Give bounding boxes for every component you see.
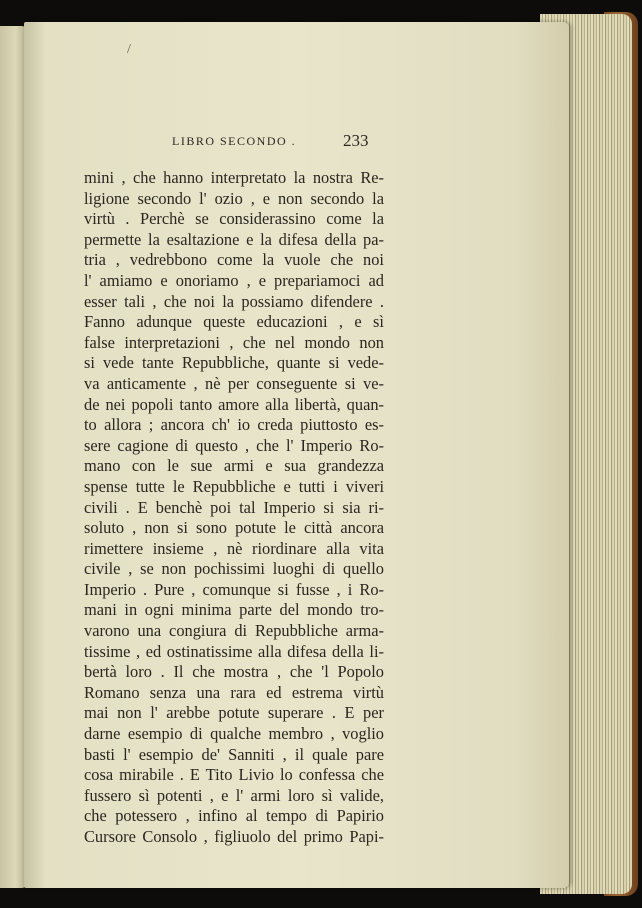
text-line: civili . E benchè poi tal Imperio si sia ri- bbox=[84, 497, 384, 517]
text-line: tria , vedrebbono come la vuole che noi bbox=[84, 250, 384, 270]
margin-mark: / bbox=[127, 42, 131, 57]
page-number: 233 bbox=[343, 131, 369, 150]
book-page bbox=[24, 22, 569, 888]
running-head: LIBRO SECONDO . bbox=[172, 134, 297, 148]
text-line: permette la esaltazione e la difesa della pa- bbox=[84, 229, 384, 249]
text-line: si vede tante Repubbliche, quante si vede- bbox=[84, 353, 384, 373]
text-line: tissime , ed ostinatissime alla difesa della li- bbox=[84, 641, 384, 661]
text-line: Cursore Consolo , figliuolo del primo Papi- bbox=[84, 827, 384, 846]
text-line: mini , che hanno interpretato la nostra Re- bbox=[84, 168, 384, 187]
text-line: false interpretazioni , che nel mondo non bbox=[84, 332, 384, 352]
text-line: esser tali , che noi la possiamo difendere . bbox=[84, 291, 384, 311]
text-line: che potessero , infino al tempo di Papirio bbox=[84, 806, 384, 826]
text-line: Romano senza una rara ed estrema virtù bbox=[84, 682, 384, 702]
text-line: varono una congiura di Repubbliche arma- bbox=[84, 621, 384, 641]
text-line: Fanno adunque queste educazioni , e sì bbox=[84, 312, 384, 332]
text-line: va anticamente , nè per conseguente si ve- bbox=[84, 373, 384, 393]
text-line: ligione secondo l' ozio , e non secondo la bbox=[84, 188, 384, 208]
text-line: virtù . Perchè se considerassino come la bbox=[84, 209, 384, 229]
text-line: to allora ; ancora ch' io creda piuttosto es- bbox=[84, 415, 384, 435]
text-line: mai non l' arebbe potute superare . E per bbox=[84, 703, 384, 723]
previous-page-edge bbox=[0, 26, 26, 888]
text-line: mano con le sue armi e sua grandezza bbox=[84, 456, 384, 476]
text-line: de nei popoli tanto amore alla libertà, quan- bbox=[84, 394, 384, 414]
text-line: basti l' esempio de' Sanniti , il quale pare bbox=[84, 744, 384, 764]
text-line: Imperio . Pure , comunque si fusse , i Ro- bbox=[84, 579, 384, 599]
text-line: cosa mirabile . E Tito Livio lo confessa che bbox=[84, 765, 384, 785]
text-line: rimettere insieme , nè riordinare alla vita bbox=[84, 538, 384, 558]
text-line: darne esempio di qualche membro , voglio bbox=[84, 724, 384, 744]
text-line: soluto , non si sono potute le città ancora bbox=[84, 518, 384, 538]
text-line: spense tutte le Repubbliche e tutti i viveri bbox=[84, 476, 384, 496]
text-line: bertà loro . Il che mostra , che 'l Popolo bbox=[84, 662, 384, 682]
text-line: mani in ogni minima parte del mondo tro- bbox=[84, 600, 384, 620]
page-header bbox=[84, 131, 384, 154]
text-line: fussero sì potenti , e l' armi loro sì valide, bbox=[84, 785, 384, 805]
text-line: sere cagione di questo , che l' Imperio Ro- bbox=[84, 435, 384, 455]
text-line: l' amiamo e onoriamo , e prepariamoci ad bbox=[84, 270, 384, 290]
body-text bbox=[84, 168, 384, 848]
text-line: civile , se non pochissimi luoghi di quello bbox=[84, 559, 384, 579]
